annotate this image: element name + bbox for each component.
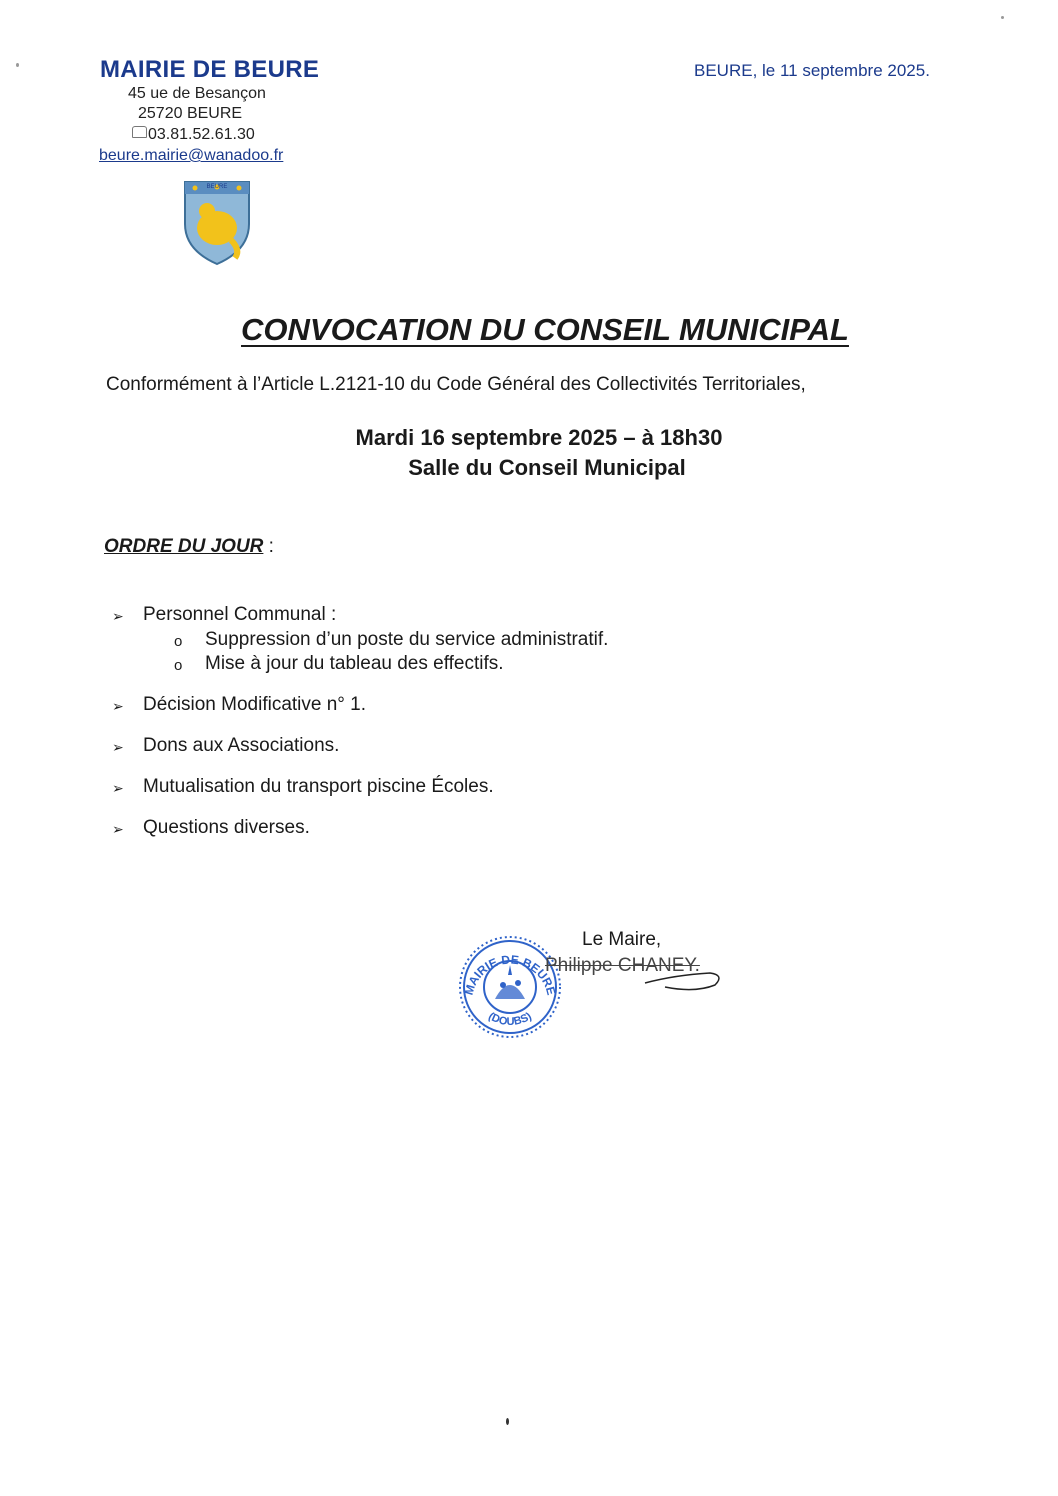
agenda-item-label: Questions diverses. — [143, 817, 310, 838]
signatory-title: Le Maire, — [582, 929, 662, 950]
arrow-bullet-icon: ➢ — [112, 821, 124, 837]
signatory-name: Philippe CHANEY. — [545, 955, 700, 976]
address-street: 45 ue de Besançon — [128, 85, 266, 102]
organization-name: MAIRIE DE BEURE — [100, 56, 320, 83]
town-crest-logo — [181, 178, 253, 266]
document-date: BEURE, le 11 septembre 2025. — [694, 61, 930, 80]
arrow-bullet-icon: ➢ — [112, 739, 124, 755]
phone-icon — [132, 126, 147, 138]
phone-number: 03.81.52.61.30 — [148, 126, 255, 143]
agenda-subitem-label: Suppression d’un poste du service administratif. — [205, 629, 609, 650]
agenda-heading-suffix: : — [263, 536, 274, 557]
agenda-heading-label: ORDRE DU JOUR — [104, 536, 264, 557]
arrow-bullet-icon: ➢ — [112, 608, 124, 624]
email-link[interactable]: beure.mairie@wanadoo.fr — [99, 147, 284, 164]
scan-speck — [506, 1418, 509, 1425]
address-phone-line — [132, 126, 255, 144]
meeting-date-time: Mardi 16 septembre 2025 – à 18h30 — [355, 425, 723, 450]
arrow-bullet-icon: ➢ — [112, 698, 124, 714]
arrow-bullet-icon: ➢ — [112, 780, 124, 796]
seal-text-top: MAIRIE DE BEURE — [461, 952, 559, 997]
circle-bullet-icon: o — [174, 657, 183, 674]
official-seal-stamp — [455, 935, 565, 1040]
agenda-item — [0, 817, 1058, 841]
agenda-item-label: Dons aux Associations. — [143, 735, 340, 756]
handwritten-signature — [615, 955, 730, 1035]
meeting-location: Salle du Conseil Municipal — [408, 455, 686, 480]
legal-reference: Conformément à l’Article L.2121-10 du Code Général des Collectivités Territoriales, — [106, 374, 806, 395]
agenda-subitem-label: Mise à jour du tableau des effectifs. — [205, 653, 504, 674]
agenda-item-label: Décision Modificative n° 1. — [143, 694, 367, 715]
crest-label: BEURE — [206, 184, 228, 190]
scan-speck — [16, 63, 19, 67]
agenda-item — [0, 735, 1058, 759]
agenda-item-label: Mutualisation du transport piscine Écoles. — [143, 776, 494, 797]
document-title: CONVOCATION DU CONSEIL MUNICIPAL — [241, 312, 849, 347]
agenda-subitem — [0, 629, 1058, 653]
seal-text-bottom: (DOUBS) — [486, 1010, 534, 1029]
agenda-item-label: Personnel Communal : — [143, 604, 337, 625]
agenda-item — [0, 604, 1058, 628]
scan-speck — [1001, 16, 1004, 19]
agenda-item — [0, 694, 1058, 718]
agenda-heading — [104, 536, 274, 558]
address-city: 25720 BEURE — [138, 105, 243, 122]
agenda-item — [0, 776, 1058, 800]
agenda-subitem — [0, 653, 1058, 677]
circle-bullet-icon: o — [174, 633, 183, 650]
